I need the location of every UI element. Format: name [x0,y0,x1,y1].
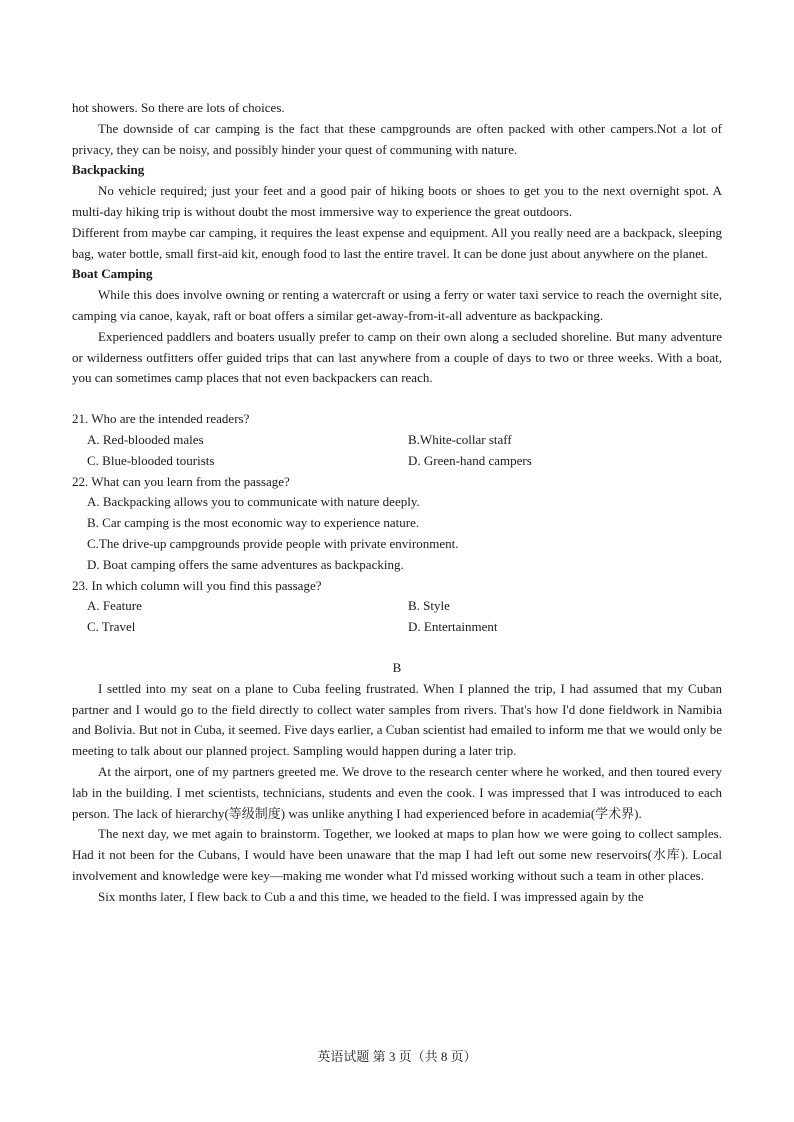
passage-b-paragraph: I settled into my seat on a plane to Cuba feeling frustrated. When I planned the trip, I had assumed that my Cuban partner and I would go to the field directly to collect water samples from rivers. That's how I'd done fieldwork in Namibia and Bolivia. But not in Cuba, it seemed. Five days earlier, a Cuban scientist had emailed to inform me that we would only be meeting to talk about our planned project. Sampling would happen during a later trip. [72,680,722,759]
question-23-option-a: A. Feature [87,598,142,614]
question-21-options-row [72,430,722,451]
section-heading-boat-camping: Boat Camping [72,266,153,282]
passage-a-paragraph: While this does involve owning or renting a watercraft or using a ferry or water taxi service to reach the overnight site, camping via canoe, kayak, raft or boat offers a similar get-away-from-it-all adventure as backpacking. [72,287,722,323]
question-21-option-b: B.White-collar staff [408,431,512,447]
question-23-option-c: C. Travel [87,619,136,635]
question-23-options-row [72,596,722,617]
question-22-option-a: A. Backpacking allows you to communicate with nature deeply. [87,494,420,510]
question-21-options-row [72,451,722,472]
section-heading-backpacking: Backpacking [72,162,145,178]
question-23-option-d: D. Entertainment [408,619,498,635]
question-23-option-b: B. Style [408,598,450,614]
passage-b-paragraph: At the airport, one of my partners greeted me. We drove to the research center where he worked, and then toured every lab in the building. I met scientists, technicians, students and even the cook. I was impressed that I was introduced to each person. The lack of hierarchy(等级制度) was unlike anything I had experienced before in academia(学术界). [72,763,722,821]
passage-b-paragraph: Six months later, I flew back to Cub a and this time, we headed to the field. I was impressed again by the [98,888,644,904]
question-21-option-a: A. Red-blooded males [87,431,204,447]
question-23-stem: 23. In which column will you find this passage? [72,577,322,593]
spacer [72,638,722,658]
question-21-option-d: D. Green-hand campers [408,452,532,468]
question-23-options-row [72,617,722,638]
passage-b-paragraph: The next day, we met again to brainstorm. Together, we looked at maps to plan how we were going to collect samples. Had it not been for the Cubans, I would have been unaware that the map I had left out some new reservoirs(水库). Local involvement and knowledge were key—making me wonder what I'd missed working without such a team in other places. [72,826,722,883]
passage-a-paragraph: Experienced paddlers and boaters usually prefer to camp on their own along a secluded shoreline. But many adventure or wilderness outfitters offer guided trips that can last anywhere from a couple of days to two or three weeks. With a boat, you can sometimes camp places that not even backpackers can reach. [72,328,722,386]
passage-a-paragraph: hot showers. So there are lots of choices. [72,100,285,115]
question-22-option-b: B. Car camping is the most economic way to experience nature. [87,515,420,531]
passage-a-paragraph: The downside of car camping is the fact that these campgrounds are often packed with other campers.Not a lot of privacy, they can be noisy, and possibly hinder your quest of communing with nature. [72,120,722,157]
passage-a-paragraph: Different from maybe car camping, it requires the least expense and equipment. All you really need are a backpack, sleeping bag, water bottle, small first-aid kit, enough food to last the entire travel. It can be done just about anywhere on the planet. [72,224,722,261]
passage-a-paragraph: No vehicle required; just your feet and a good pair of hiking boots or shoes to get you to the next overnight spot. A multi-day hiking trip is without doubt the most immersive way to experience the great outdoors. [72,183,722,219]
question-21-option-c: C. Blue-blooded tourists [87,452,215,468]
question-22-stem: 22. What can you learn from the passage? [72,473,290,489]
question-21-stem: 21. Who are the intended readers? [72,411,250,427]
page-footer: 英语试题 第 3 页（共 8 页） [317,1049,477,1064]
exam-page [72,98,722,907]
question-22-option-c: C.The drive-up campgrounds provide people with private environment. [87,535,459,551]
passage-b-title: B [392,659,402,675]
spacer [72,389,722,409]
question-22-option-d: D. Boat camping offers the same adventures as backpacking. [87,556,404,572]
